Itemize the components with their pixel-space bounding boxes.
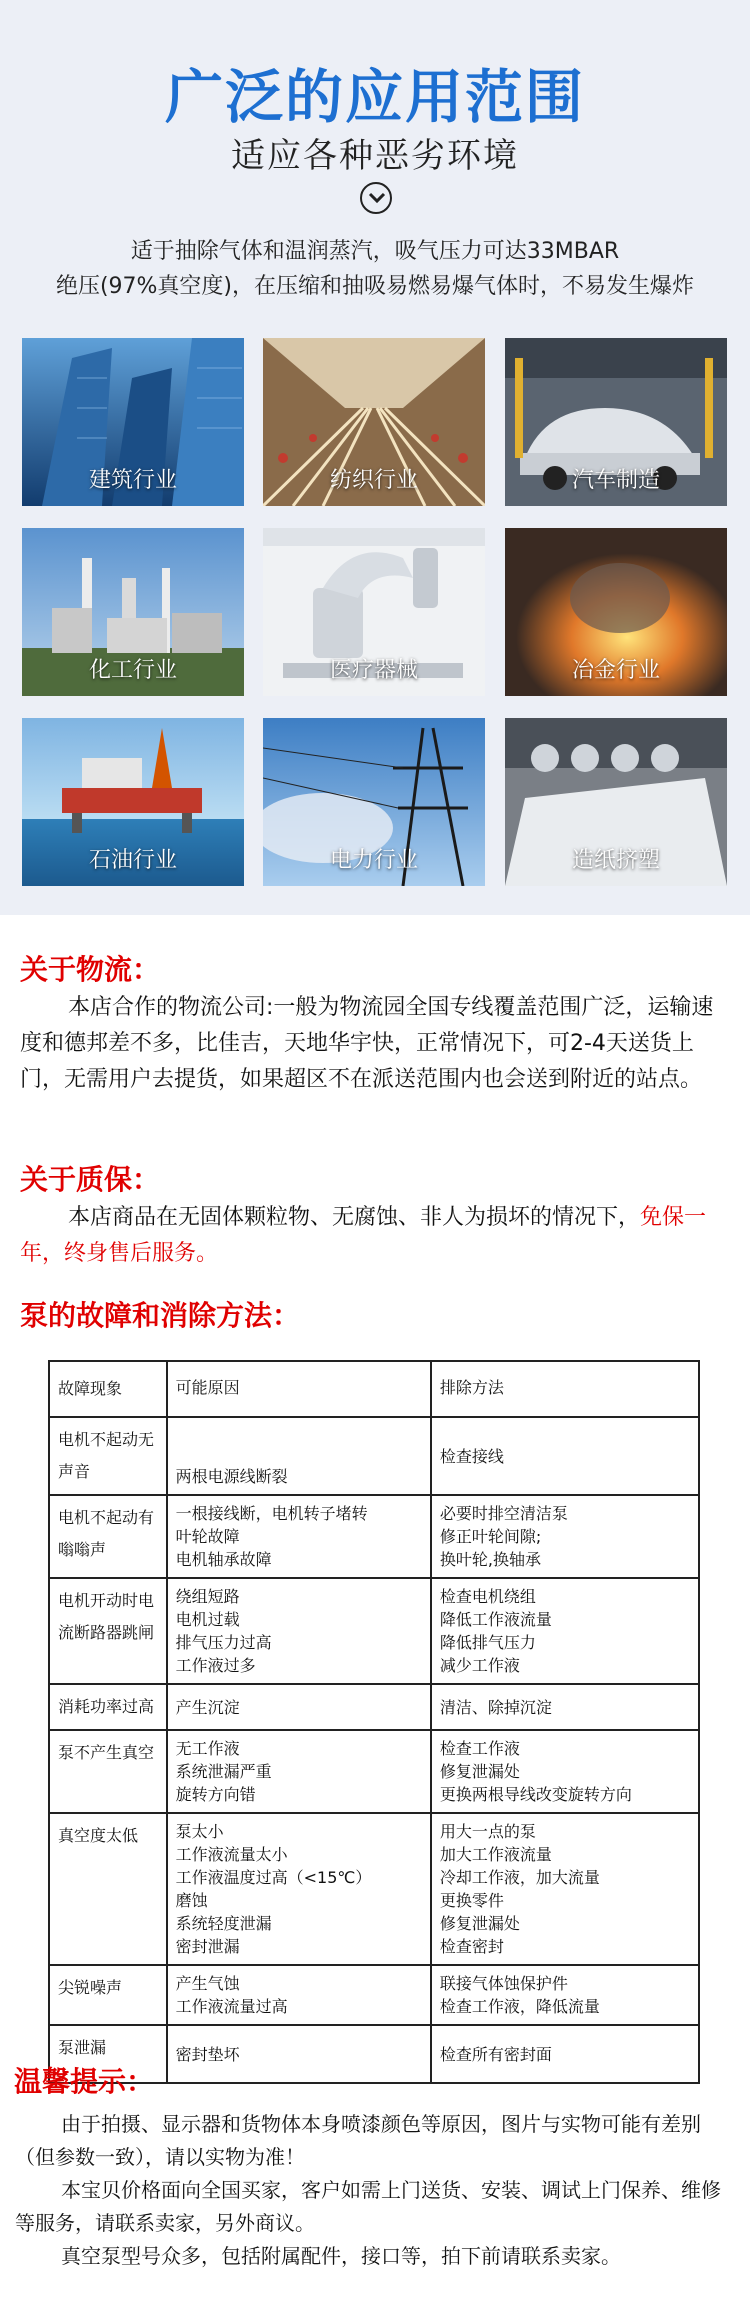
industry-label: 汽车制造 — [571, 468, 660, 493]
logistics-title: 关于物流： — [20, 953, 161, 986]
tips-title: 温馨提示： — [14, 2065, 155, 2098]
application-range-section — [0, 0, 750, 915]
industry-tile-construction — [22, 338, 244, 506]
header-fix: 排除方法 — [431, 1361, 699, 1417]
industry-label: 医疗器械 — [329, 658, 418, 683]
industry-label: 纺织行业 — [329, 468, 418, 493]
page-subtitle: 适应各种恶劣环境 — [231, 136, 519, 176]
tips-paragraph: 本宝贝价格面向全国买家，客户如需上门送货、安装、调试上门保养、维修等服务，请联系卖家，另外商议。 — [15, 2178, 721, 2235]
row-symptom: 消耗功率过高 — [49, 1684, 167, 1730]
header-cause: 可能原因 — [167, 1361, 431, 1417]
description-line-2: 绝压(97%真空度)，在压缩和抽吸易燃易爆气体时，不易发生爆炸 — [55, 274, 695, 299]
table-row — [49, 1417, 699, 1495]
industry-tile-petroleum — [22, 718, 244, 886]
header-symptom: 故障现象 — [49, 1361, 167, 1417]
tips-paragraph: 由于拍摄、显示器和货物体本身喷漆颜色等原因，图片与实物可能有差别（但参数一致），请以实物为准！ — [15, 2112, 701, 2169]
row-symptom: 泵泄漏 — [49, 2025, 167, 2083]
row-cause: 两根电源线断裂 — [167, 1417, 431, 1495]
row-symptom: 电机不起动无声音 — [49, 1417, 167, 1495]
page-title: 广泛的应用范围 — [164, 63, 585, 131]
row-cause: 一根接线断，电机转子堵转 叶轮故障 电机轴承故障 — [167, 1495, 431, 1578]
row-symptom: 电机开动时电流断路器跳闸 — [49, 1578, 167, 1684]
logistics-text: 本店合作的物流公司:一般为物流园全国专线覆盖范围广泛，运输速度和德邦差不多，比佳吉，天地华宇快，正常情况下，可2-4天送货上门，无需用户去提货，如果超区不在派送范围内也会送到附近的站点。 — [20, 995, 714, 1092]
tips-text — [15, 2108, 735, 2273]
table-row — [49, 1495, 699, 1578]
industry-tile-paper — [505, 718, 727, 886]
row-fix: 联接气体蚀保护件 检查工作液，降低流量 — [431, 1965, 699, 2025]
industry-label: 化工行业 — [88, 658, 177, 683]
warranty-text-plain: 本店商品在无固体颗粒物、无腐蚀、非人为损坏的情况下， — [68, 1205, 641, 1230]
row-cause: 无工作液 系统泄漏严重 旋转方向错 — [167, 1730, 431, 1813]
row-cause: 产生沉淀 — [167, 1684, 431, 1730]
industry-label: 冶金行业 — [571, 658, 660, 683]
table-row — [49, 1813, 699, 1965]
warranty-text — [20, 1200, 725, 1272]
row-fix: 检查工作液 修复泄漏处 更换两根导线改变旋转方向 — [431, 1730, 699, 1813]
industry-tile-power — [263, 718, 485, 886]
warranty-title: 关于质保： — [20, 1163, 161, 1196]
description-line-1: 适于抽除气体和温润蒸汽，吸气压力可达33MBAR — [130, 239, 620, 264]
industry-tile-metallurgy — [505, 528, 727, 696]
row-cause: 绕组短路 电机过载 排气压力过高 工作液过多 — [167, 1578, 431, 1684]
row-symptom: 尖锐噪声 — [49, 1965, 167, 2025]
row-fix: 检查接线 — [431, 1417, 699, 1495]
chevron-down-icon — [360, 182, 392, 214]
row-cause: 产生气蚀 工作液流量过高 — [167, 1965, 431, 2025]
industry-tile-textile — [263, 338, 485, 506]
table-row — [49, 1730, 699, 1813]
industry-label: 造纸挤塑 — [571, 848, 660, 873]
industry-label: 建筑行业 — [88, 468, 177, 493]
fault-table — [48, 1360, 700, 2084]
row-fix: 清洁、除掉沉淀 — [431, 1684, 699, 1730]
industry-tile-chemical — [22, 528, 244, 696]
industry-tile-automotive — [505, 338, 727, 506]
row-fix: 检查所有密封面 — [431, 2025, 699, 2083]
row-cause: 泵太小 工作液流量太小 工作液温度过高（<15℃） 磨蚀 系统轻度泄漏 密封泄漏 — [167, 1813, 431, 1965]
row-fix: 用大一点的泵 加大工作液流量 冷却工作液，加大流量 更换零件 修复泄漏处 检查密封 — [431, 1813, 699, 1965]
table-row — [49, 1578, 699, 1684]
row-symptom: 电机不起动有嗡嗡声 — [49, 1495, 167, 1578]
row-symptom: 泵不产生真空 — [49, 1730, 167, 1813]
application-description — [0, 234, 750, 304]
table-header-row — [49, 1361, 699, 1417]
tips-paragraph: 真空泵型号众多，包括附属配件，接口等，拍下前请联系卖家。 — [61, 2244, 621, 2268]
industry-label: 电力行业 — [329, 848, 418, 873]
industry-tile-medical — [263, 528, 485, 696]
row-symptom: 真空度太低 — [49, 1813, 167, 1965]
faults-title: 泵的故障和消除方法： — [20, 1299, 301, 1332]
row-cause: 密封垫坏 — [167, 2025, 431, 2083]
industry-label: 石油行业 — [88, 848, 177, 873]
warranty-text-highlight: 免保一年，终身售后服务。 — [20, 1205, 707, 1266]
table-row — [49, 1684, 699, 1730]
table-row — [49, 1965, 699, 2025]
row-fix: 检查电机绕组 降低工作液流量 降低排气压力 减少工作液 — [431, 1578, 699, 1684]
row-fix: 必要时排空清洁泵 修正叶轮间隙; 换叶轮,换轴承 — [431, 1495, 699, 1578]
